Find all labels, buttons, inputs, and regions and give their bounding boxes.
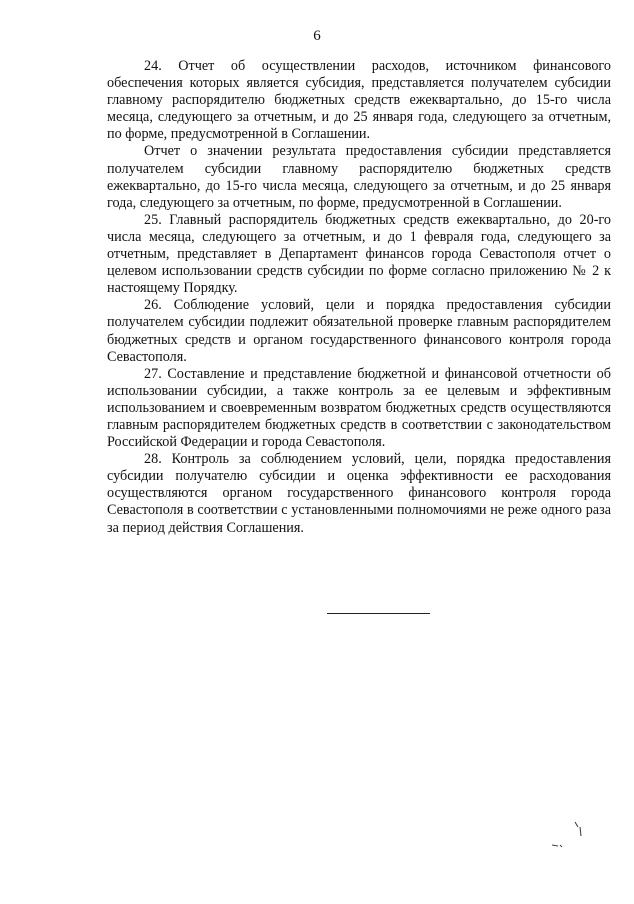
document-body xyxy=(107,58,611,537)
paragraph-27: 27. Составление и представление бюджетной и финансовой отчетности об использовании субсидии, а также контроль за ее целевым и эффективным использованием и своевременным возвратом бюджетных средств осуществляются главным распорядителем бюджетных средств в соответствии с законодательством Российской Федерации и города Севастополя. xyxy=(107,365,611,451)
paragraph-25: 25. Главный распорядитель бюджетных средств ежеквартально, до 20-го числа месяца, следующего за отчетным, и до 1 февраля года, следующего за отчетным, представляет в Департамент финансов города Севастополя отчет о целевом использовании средств субсидии по форме согласно приложению № 2 к настоящему Порядку. xyxy=(107,211,611,297)
paragraph-26: 26. Соблюдение условий, цели и порядка предоставления субсидии получателем субсидии подлежит обязательной проверке главным распорядителем бюджетных средств и органом государственного финансового контроля города Севастополя. xyxy=(107,297,611,365)
page-number: 6 xyxy=(313,28,321,44)
paragraph-result-report: Отчет о значении результата предоставления субсидии представляется получателем субсидии главному распорядителю бюджетных средств ежеквартально, до 15-го числа месяца, следующего за отчетным, и до 25 января года, следующего за отчетным, по форме, предусмотренной в Соглашении. xyxy=(107,143,611,211)
end-separator-line xyxy=(327,613,430,614)
paragraph-28: 28. Контроль за соблюдением условий, цели, порядка предоставления субсидии получателю субсидии и оценка эффективности ее расходования осуществляются органом государственного финансового контроля города Севастополя в соответствии с установленными полномочиями не реже одного раза за период действия Соглашения. xyxy=(107,451,611,536)
scan-marks-icon xyxy=(548,818,588,858)
paragraph-24: 24. Отчет об осуществлении расходов, источником финансового обеспечения которых является субсидия, представляется получателем субсидии главному распорядителю бюджетных средств ежеквартально, до 15-го числа месяца, следующего за отчетным, и до 25 января года, следующего за отчетным, по форме, предусмотренной в Соглашении. xyxy=(107,58,611,143)
